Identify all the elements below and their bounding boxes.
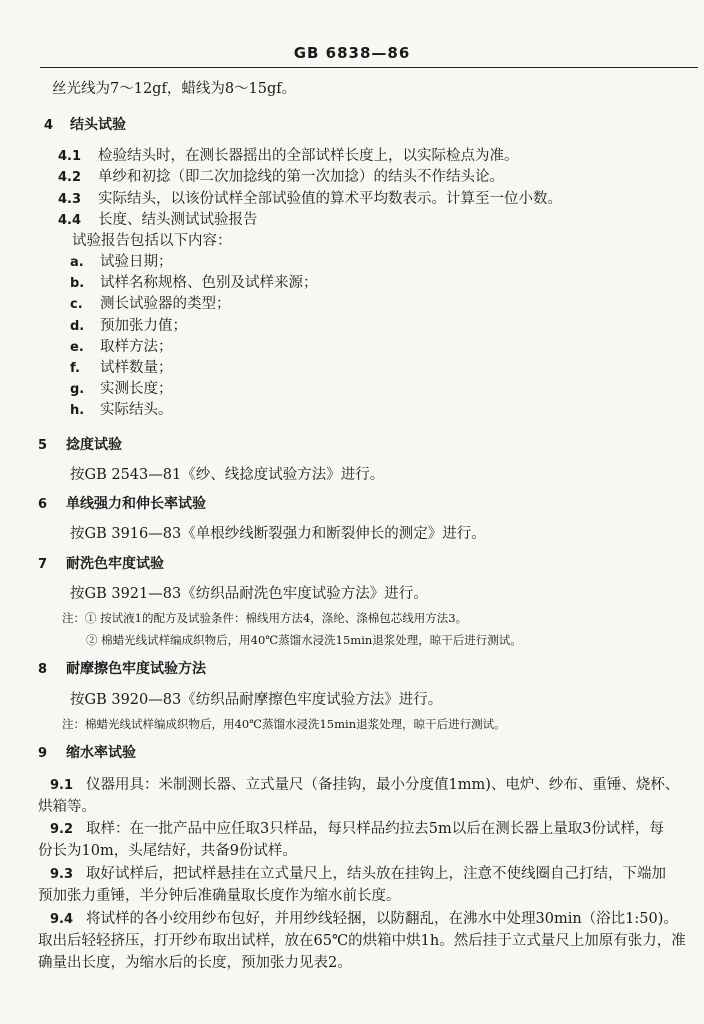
section-title: 耐摩擦色牢度试验方法 [66,661,206,677]
list-item: a. 试验日期； [70,254,173,270]
list-item: g. 实测长度； [70,381,173,397]
clause-9-3 [50,865,666,884]
list-item: e. 取样方法； [70,339,173,355]
clause-text: 实际结头，以该份试样全部试验值的算术平均数表示。计算至一位小数。 [98,191,562,207]
section-8-body: 按GB 3920—83《纺织品耐摩擦色牢度试验方法》进行。 [70,692,443,708]
section-number: 6 [38,497,48,512]
section-5-body: 按GB 2543—81《纱、线捻度试验方法》进行。 [70,467,385,483]
note: 注：棉蜡光线试样编成织物后，用40℃蒸馏水浸洗15min退浆处理，晾干后进行测试。 [62,717,506,731]
clause-9-4-cont: 取出后轻轻挤压，打开纱布取出试样，放在65℃的烘箱中烘1h。然后挂于立式量尺上加原有张力，准 [38,933,686,949]
clause-text: 检验结头时，在测长器摇出的全部试样长度上，以实际检点为准。 [98,148,519,164]
section-number: 4 [44,118,54,133]
clause-9-1-cont: 烘箱等。 [38,799,96,815]
list-item: d. 预加张力值； [70,318,187,334]
clause-9-1 [50,776,679,795]
clause-4-2 [58,168,504,187]
clause-text: 取好试样后，把试样悬挂在立式量尺上，结头放在挂钩上，注意不使线圈自己打结，下端加 [86,866,666,882]
section-title: 捻度试验 [66,437,122,453]
section-9-heading [38,744,136,763]
list-item: h. 实际结头。 [70,402,173,418]
clause-text: 长度、结头测试试验报告 [98,212,258,228]
clause-9-3-cont: 预加张力重锤，半分钟后准确量取长度作为缩水前长度。 [38,888,401,904]
clause-number: 9.1 [50,778,74,793]
clause-number: 9.4 [50,912,74,927]
section-8-heading [38,660,206,679]
section-4-heading [44,116,126,135]
clause-text: 单纱和初捻（即二次加捻线的第一次加捻）的结头不作结头论。 [98,169,504,185]
section-6-heading [38,495,206,514]
clause-4-1 [58,147,519,166]
clause-number: 9.2 [50,822,74,837]
clause-4-4 [58,211,258,230]
section-number: 5 [38,438,48,453]
list-item: c. 测长试验器的类型； [70,296,231,312]
clause-number: 4.3 [58,192,82,207]
section-number: 9 [38,746,48,761]
report-intro: 试验报告包括以下内容： [72,233,232,249]
clause-number: 4.4 [58,213,82,228]
section-number: 7 [38,557,48,572]
clause-number: 4.1 [58,149,82,164]
clause-text: 将试样的各小绞用纱布包好，并用纱线轻捆，以防翻乱，在沸水中处理30min（浴比1:50)。 [86,911,678,927]
section-number: 8 [38,662,48,677]
note-1: 注：① 按试液1的配方及试验条件：棉线用方法4，涤纶、涤棉包芯线用方法3。 [62,611,468,625]
section-6-body: 按GB 3916—83《单根纱线断裂强力和断裂伸长的测定》进行。 [70,526,486,542]
section-title: 单线强力和伸长率试验 [66,496,206,512]
section-7-body: 按GB 3921—83《纺织品耐洗色牢度试验方法》进行。 [70,586,428,602]
page-header: GB 6838—86 [293,44,411,62]
clause-9-4-cont: 确量出长度，为缩水后的长度，预加张力见表2。 [38,955,352,971]
clause-9-2 [50,820,664,839]
paragraph-line: 丝光线为7～12gf，蜡线为8～15gf。 [52,81,297,97]
section-title: 结头试验 [70,117,126,133]
clause-9-2-cont: 份长为10m，头尾结好，共备9份试样。 [38,843,297,859]
section-5-heading [38,436,122,455]
section-title: 耐洗色牢度试验 [66,556,164,572]
clause-9-4 [50,910,678,929]
note-2: ② 棉蜡光线试样编成织物后，用40℃蒸馏水浸洗15min退浆处理，晾干后进行测试。 [86,633,522,647]
clause-text: 仪器用具：米制测长器、立式量尺（备挂钩，最小分度值1mm)、电炉、纱布、重锤、烧杯、 [86,777,680,793]
clause-text: 取样：在一批产品中应任取3只样品，每只样品约拉去5m以后在测长器上量取3份试样，每 [86,821,664,837]
list-item: f. 试样数量； [70,360,173,376]
section-title: 缩水率试验 [66,745,136,761]
clause-number: 9.3 [50,867,74,882]
list-item: b. 试样名称规格、色别及试样来源； [70,275,318,291]
header-rule [40,67,698,68]
section-7-heading [38,555,164,574]
clause-4-3 [58,190,562,209]
clause-number: 4.2 [58,170,82,185]
